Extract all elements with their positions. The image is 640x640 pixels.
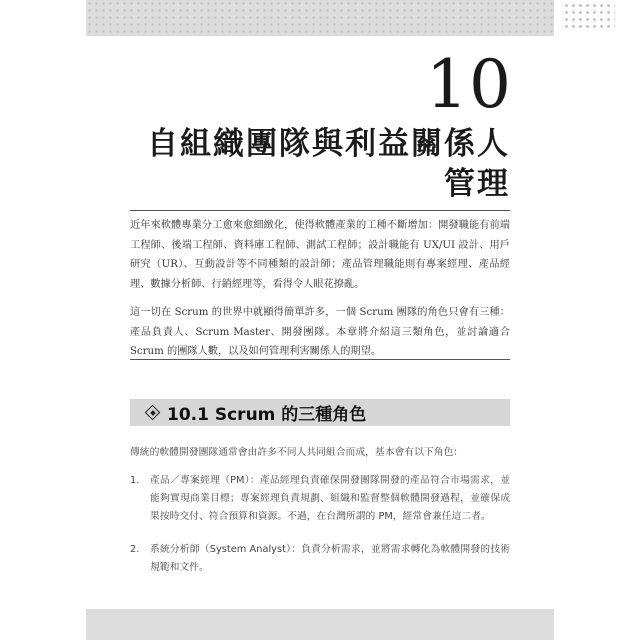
intro-paragraph-2: 這一切在 Scrum 的世界中就顯得簡單許多，一個 Scrum 團隊的角色只會有三種：產品負責人、Scrum Master、開發團隊。本章將介紹這三類角色，並討論適合 Scrum 的團隊人數，以及如何管理利害關係人的期望。: [130, 307, 510, 357]
diamond-icon: [146, 406, 159, 419]
list-item-number: 1.: [130, 475, 140, 486]
header-decor-band: [86, 0, 554, 36]
list-item: [130, 541, 510, 577]
role-list: [130, 472, 510, 591]
section-heading-bar: [130, 399, 510, 426]
chapter-title: [130, 124, 510, 204]
header-dot-pattern: [86, 0, 554, 36]
intro-paragraph-1: 近年來軟體專業分工愈來愈細緻化，使得軟體產業的工種不斷增加：開發職能有前端工程師、後端工程師、資料庫工程師、測試工程師；設計職能有 UX/UI 設計、用戶研究（UR）、互動設計等不同種類的設計師；產品管理職能則有專案經理、產品經理、數據分析師、行銷經理等，看得令人眼花撩亂。: [130, 220, 510, 290]
section-heading: 10.1 Scrum 的三種角色: [167, 405, 367, 425]
list-item-number: 2.: [130, 543, 140, 555]
section-lead-text: 傳統的軟體開發團隊通常會由許多不同人共同組合而成，基本會有以下角色：: [130, 447, 464, 458]
chapter-title-line-2: 管理: [444, 166, 510, 202]
list-item: [130, 472, 510, 527]
chapter-title-line-1: 自組織團隊與利益關係人: [147, 126, 510, 162]
list-item-text: 系統分析師（System Analyst）：負責分析需求，並將需求轉化為軟體開發的技術規範和文件。: [150, 543, 510, 573]
footer-decor-band: [86, 609, 554, 640]
corner-dot-pattern: [563, 2, 615, 28]
chapter-intro-box: [130, 210, 510, 360]
chapter-number: 10: [426, 46, 512, 123]
list-item-text: 產品／專案經理（PM）：產品經理負責確保開發團隊開發的產品符合市場需求，並能夠實現商業目標；專案經理負責規劃、組織和監督整個軟體開發過程，並確保成果按時交付、符合預算和資源。不過，在台灣所謂的 PM，經常會兼任這二者。: [150, 475, 510, 523]
